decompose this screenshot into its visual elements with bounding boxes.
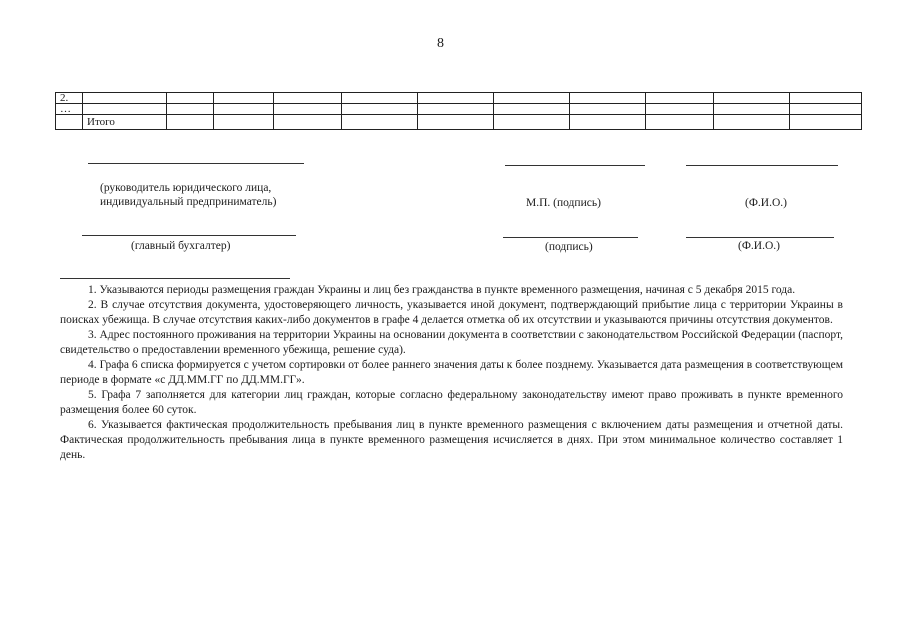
accountant-signature-line: [82, 235, 296, 236]
footnote-5: 5. Графа 7 заполняется для категории лиц граждан, которые согласно федеральному законодательству имеют право проживать в пункте временного размещения более 60 суток.: [60, 389, 843, 416]
footnotes: [60, 283, 843, 463]
row-number-cell: …: [56, 104, 83, 115]
signature-label: (подпись): [545, 241, 593, 253]
seal-signature-line: [505, 165, 645, 166]
fio-label-1: (Ф.И.О.): [745, 197, 787, 209]
table-row: [56, 104, 862, 115]
footnote-3: 3. Адрес постоянного проживания на территории Украины на основании документа в соответствии с законодательством Российской Федерации (паспорт, свидетельство о предоставлении временного убежища, решение суда).: [60, 329, 843, 356]
footnote-4: 4. Графа 6 списка формируется с учетом сортировки от более раннего значения даты к более позднему. Указывается дата размещения в соответствующем периоде в формате «с ДД.ММ.ГГ по ДД.ММ.ГГ».: [60, 359, 843, 386]
total-label-cell: Итого: [83, 115, 167, 130]
page-number: 8: [437, 36, 444, 51]
footnote-6: 6. Указывается фактическая продолжительность пребывания лиц в пункте временного размещения с включением даты размещения и отчетной даты. Фактическая продолжительность пребывания лица в пункте временного размещения исчисляется в днях. При этом минимальное количество составляет 1 день.: [60, 419, 843, 461]
row-number-cell: 2.: [56, 93, 83, 104]
fio-line-2: [686, 237, 834, 238]
footnote-separator: [60, 278, 290, 279]
head-signature-line: [88, 163, 304, 164]
report-table: [55, 92, 862, 130]
seal-signature-label: М.П. (подпись): [526, 197, 601, 209]
table-row-total: [56, 115, 862, 130]
head-label: (руководитель юридического лица, индивидуальный предприниматель): [100, 182, 277, 208]
accountant-label: (главный бухгалтер): [131, 240, 231, 252]
fio-line-1: [686, 165, 838, 166]
table-row: [56, 93, 862, 104]
footnote-1: 1. Указываются периоды размещения граждан Украины и лиц без гражданства в пункте временного размещения, начиная с 5 декабря 2015 года.: [88, 284, 796, 296]
signature-line-2: [503, 237, 638, 238]
footnote-2: 2. В случае отсутствия документа, удостоверяющего личность, указывается иной документ, подтверждающий прибытие лица с территории Украины в поисках убежища. В случае отсутствия каких-либо документов в графе 4 делается отметка об их отсутствии и указываются причины отсутствия документов.: [60, 299, 843, 326]
fio-label-2: (Ф.И.О.): [738, 240, 780, 252]
